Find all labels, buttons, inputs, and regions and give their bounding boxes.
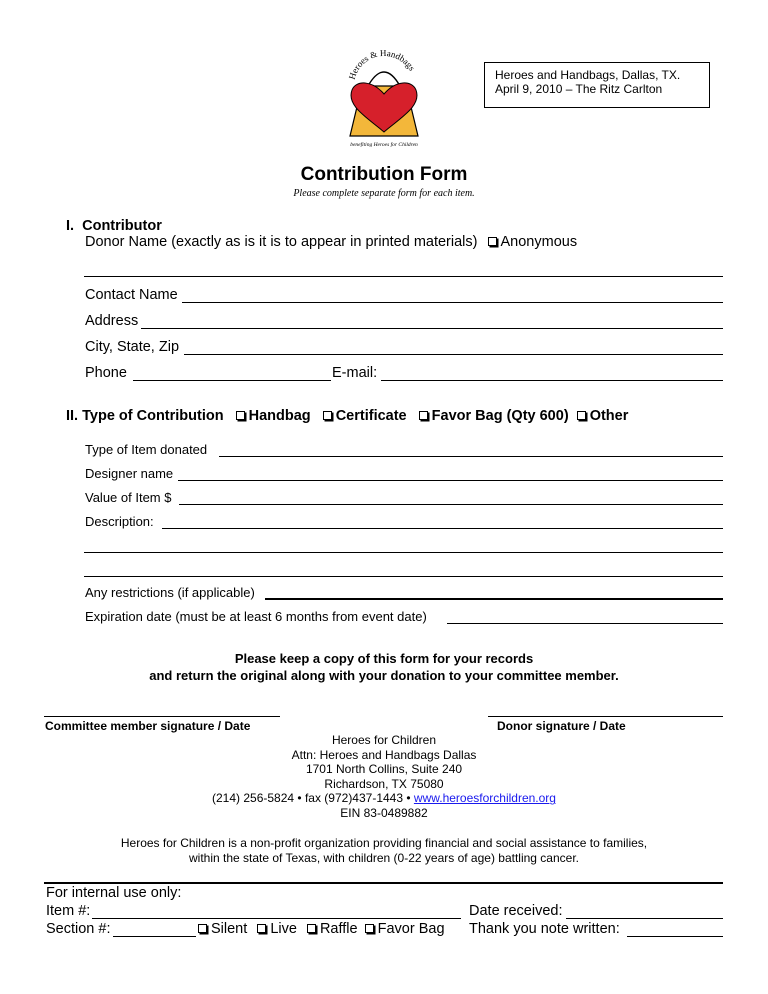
- type-of-item-label: Type of Item donated: [85, 442, 208, 457]
- expiration-label: Expiration date (must be at least 6 months from event date): [85, 609, 427, 624]
- contact-name-field[interactable]: [182, 302, 723, 303]
- certificate-label: Certificate: [335, 408, 407, 424]
- section-number-label: Section #:: [46, 921, 111, 937]
- form-title: Contribution Form: [300, 164, 468, 185]
- anonymous-label: Anonymous: [500, 234, 578, 250]
- logo: [318, 42, 448, 154]
- city-line: Richardson, TX 75080: [324, 776, 444, 791]
- favor-bag-internal-checkbox[interactable]: [365, 921, 445, 937]
- heroes-handbags-logo-icon: [318, 42, 448, 154]
- address-block: [0, 733, 768, 821]
- committee-signature-label: Committee member signature / Date: [45, 719, 251, 733]
- org-name: Heroes for Children: [331, 733, 437, 747]
- item-number-label: Item #:: [46, 903, 91, 919]
- restrictions-label: Any restrictions (if applicable): [85, 585, 255, 600]
- address-field[interactable]: [141, 328, 723, 329]
- website-link[interactable]: www.heroesforchildren.org: [413, 791, 556, 806]
- silent-checkbox[interactable]: [198, 921, 247, 937]
- thank-you-field[interactable]: [627, 936, 723, 937]
- notice-line-1: Please keep a copy of this form for your records: [234, 651, 534, 666]
- committee-signature-line[interactable]: [44, 716, 280, 717]
- city-state-zip-field[interactable]: [184, 354, 723, 355]
- donor-name-line[interactable]: [84, 276, 723, 277]
- designer-name-field[interactable]: [178, 480, 723, 481]
- logo-tagline: benefiting Heroes for Children: [350, 142, 418, 148]
- anonymous-checkbox[interactable]: [488, 234, 578, 250]
- phone-number: (214) 256-5824: [212, 791, 295, 806]
- handbag-checkbox[interactable]: [236, 408, 311, 424]
- donor-name-label: Donor Name (exactly as is it is to appear in printed materials): [85, 234, 478, 250]
- section-options-row: [198, 921, 445, 937]
- other-checkbox[interactable]: [577, 408, 629, 424]
- type-of-item-field[interactable]: [219, 456, 723, 457]
- section-1-heading: I. Contributor: [66, 218, 162, 234]
- street-line: 1701 North Collins, Suite 240: [305, 762, 463, 777]
- raffle-checkbox[interactable]: [307, 921, 358, 937]
- address-label: Address: [85, 313, 139, 329]
- thank-you-label: Thank you note written:: [469, 921, 620, 937]
- date-received-label: Date received:: [469, 903, 563, 919]
- designer-name-label: Designer name: [85, 466, 174, 481]
- phone-field[interactable]: [133, 380, 331, 381]
- fax-number: fax (972)437-1443: [304, 791, 404, 806]
- form-subtitle: Please complete separate form for each item.: [293, 188, 475, 199]
- favor-bag-internal-label: Favor Bag: [377, 921, 445, 937]
- donor-signature-label: Donor signature / Date: [497, 719, 626, 733]
- mission-line-2: within the state of Texas, with children (0-22 years of age) battling cancer.: [189, 850, 579, 865]
- city-state-zip-label: City, State, Zip: [85, 339, 180, 355]
- other-label: Other: [589, 408, 629, 424]
- donor-name-row: [85, 234, 577, 250]
- restrictions-field[interactable]: [265, 598, 723, 600]
- section-2-heading: II. Type of Contribution: [66, 408, 224, 424]
- value-field[interactable]: [179, 504, 723, 505]
- live-label: Live: [270, 921, 297, 937]
- contact-line: (214) 256-5824 • fax (972)437-1443 • www.heroesforchildren.org: [212, 791, 556, 806]
- svg-text:Heroes & Handbags: [347, 48, 418, 81]
- value-label: Value of Item $: [85, 490, 172, 505]
- handbag-label: Handbag: [248, 408, 311, 424]
- live-checkbox[interactable]: [257, 921, 297, 937]
- favor-bag-label: Favor Bag (Qty 600): [431, 408, 569, 424]
- logo-arc-text: Heroes & Handbags: [346, 47, 418, 81]
- expiration-field[interactable]: [447, 623, 723, 624]
- certificate-checkbox[interactable]: [323, 408, 407, 424]
- internal-heading: For internal use only:: [46, 885, 182, 901]
- ein-line: EIN 83-0489882: [340, 805, 428, 820]
- silent-label: Silent: [211, 921, 248, 937]
- item-number-field[interactable]: [92, 918, 461, 919]
- description-field[interactable]: [162, 528, 723, 529]
- mission-line-1: Heroes for Children is a non-profit organization providing financial and social assistance to families,: [120, 836, 648, 850]
- description-line-3[interactable]: [84, 576, 723, 577]
- description-label: Description:: [85, 514, 154, 529]
- contact-name-label: Contact Name: [85, 287, 178, 303]
- notice-line-2: and return the original along with your donation to your committee member.: [149, 668, 619, 683]
- email-field[interactable]: [381, 380, 723, 381]
- raffle-label: Raffle: [319, 921, 358, 937]
- favor-bag-checkbox[interactable]: [419, 408, 569, 424]
- section-2-heading-row: [66, 408, 628, 424]
- event-info-box: [484, 62, 710, 108]
- section-number-field[interactable]: [113, 936, 196, 937]
- date-received-field[interactable]: [566, 918, 723, 919]
- event-line-2: April 9, 2010 – The Ritz Carlton: [495, 82, 663, 96]
- email-label: E-mail:: [332, 365, 378, 381]
- event-line-1: Heroes and Handbags, Dallas, TX.: [495, 68, 681, 82]
- phone-label: Phone: [85, 365, 127, 381]
- description-line-2[interactable]: [84, 552, 723, 553]
- mission-statement: [0, 836, 768, 865]
- donor-signature-line[interactable]: [488, 716, 723, 717]
- attn-line: Attn: Heroes and Handbags Dallas: [291, 747, 477, 762]
- internal-divider: [44, 882, 723, 884]
